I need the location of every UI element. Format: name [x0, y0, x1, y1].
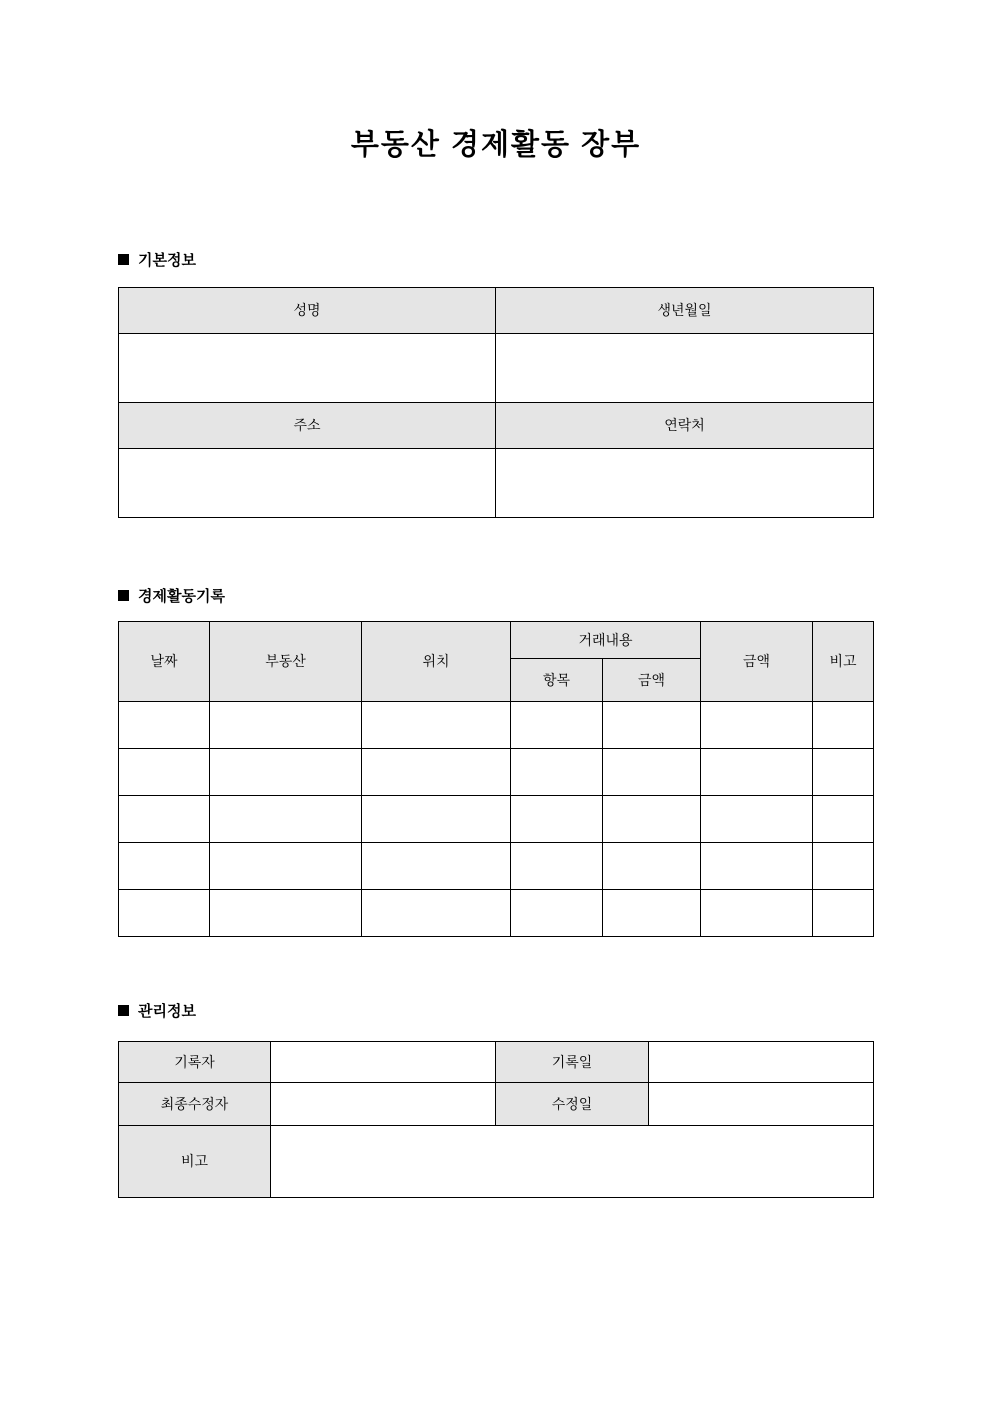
input-last-editor[interactable]	[271, 1083, 496, 1126]
table-row	[119, 796, 874, 843]
table-row	[119, 288, 874, 334]
cell-remarks[interactable]	[813, 796, 874, 843]
section-heading-label: 기본정보	[138, 252, 196, 269]
column-header-property: 부동산	[210, 622, 362, 702]
column-header-remarks: 비고	[813, 622, 874, 702]
cell-property[interactable]	[210, 749, 362, 796]
cell-transaction-amount[interactable]	[603, 890, 701, 937]
cell-date[interactable]	[119, 796, 210, 843]
table-row	[119, 749, 874, 796]
label-address: 주소	[119, 403, 496, 449]
cell-property[interactable]	[210, 796, 362, 843]
column-header-location: 위치	[362, 622, 511, 702]
label-contact: 연락처	[496, 403, 874, 449]
basic-info-table	[118, 287, 874, 518]
column-header-transaction-amount: 금액	[603, 659, 701, 702]
input-contact[interactable]	[496, 449, 874, 518]
cell-location[interactable]	[362, 890, 511, 937]
section-marker-icon	[118, 1005, 129, 1016]
label-birthdate: 생년월일	[496, 288, 874, 334]
cell-remarks[interactable]	[813, 702, 874, 749]
activity-record-table	[118, 621, 874, 937]
input-name[interactable]	[119, 334, 496, 403]
cell-amount[interactable]	[701, 796, 813, 843]
section-heading-label: 관리정보	[138, 1003, 196, 1020]
cell-location[interactable]	[362, 749, 511, 796]
cell-transaction-item[interactable]	[511, 749, 603, 796]
cell-amount[interactable]	[701, 749, 813, 796]
table-row	[119, 843, 874, 890]
label-remarks: 비고	[119, 1126, 271, 1198]
cell-amount[interactable]	[701, 702, 813, 749]
table-row	[119, 334, 874, 403]
cell-transaction-item[interactable]	[511, 702, 603, 749]
cell-transaction-item[interactable]	[511, 843, 603, 890]
label-modified-date: 수정일	[496, 1083, 649, 1126]
input-birthdate[interactable]	[496, 334, 874, 403]
section-heading-management-info	[118, 1004, 196, 1019]
cell-location[interactable]	[362, 843, 511, 890]
cell-property[interactable]	[210, 702, 362, 749]
table-header-row	[119, 622, 874, 659]
column-header-date: 날짜	[119, 622, 210, 702]
input-record-date[interactable]	[649, 1042, 874, 1083]
table-row	[119, 702, 874, 749]
cell-remarks[interactable]	[813, 749, 874, 796]
cell-transaction-amount[interactable]	[603, 702, 701, 749]
table-row	[119, 1083, 874, 1126]
cell-date[interactable]	[119, 749, 210, 796]
section-heading-activity-record	[118, 589, 225, 604]
column-header-transaction-item: 항목	[511, 659, 603, 702]
cell-date[interactable]	[119, 843, 210, 890]
label-record-date: 기록일	[496, 1042, 649, 1083]
cell-transaction-amount[interactable]	[603, 843, 701, 890]
label-name: 성명	[119, 288, 496, 334]
input-remarks[interactable]	[271, 1126, 874, 1198]
table-row	[119, 1126, 874, 1198]
column-header-amount: 금액	[701, 622, 813, 702]
cell-remarks[interactable]	[813, 890, 874, 937]
input-recorder[interactable]	[271, 1042, 496, 1083]
cell-property[interactable]	[210, 890, 362, 937]
table-row	[119, 890, 874, 937]
section-heading-label: 경제활동기록	[138, 588, 225, 605]
cell-amount[interactable]	[701, 890, 813, 937]
section-marker-icon	[118, 590, 129, 601]
table-row	[119, 1042, 874, 1083]
cell-property[interactable]	[210, 843, 362, 890]
cell-transaction-item[interactable]	[511, 796, 603, 843]
input-modified-date[interactable]	[649, 1083, 874, 1126]
section-heading-basic-info	[118, 253, 196, 268]
cell-date[interactable]	[119, 702, 210, 749]
cell-transaction-amount[interactable]	[603, 796, 701, 843]
table-row	[119, 449, 874, 518]
cell-location[interactable]	[362, 796, 511, 843]
cell-date[interactable]	[119, 890, 210, 937]
column-header-transaction-group: 거래내용	[511, 622, 701, 659]
section-marker-icon	[118, 254, 129, 265]
label-recorder: 기록자	[119, 1042, 271, 1083]
cell-amount[interactable]	[701, 843, 813, 890]
activity-record-body	[119, 702, 874, 937]
cell-transaction-amount[interactable]	[603, 749, 701, 796]
label-last-editor: 최종수정자	[119, 1083, 271, 1126]
table-row	[119, 403, 874, 449]
cell-location[interactable]	[362, 702, 511, 749]
input-address[interactable]	[119, 449, 496, 518]
management-info-table	[118, 1041, 874, 1198]
page-title: 부동산 경제활동 장부	[350, 129, 642, 161]
cell-transaction-item[interactable]	[511, 890, 603, 937]
cell-remarks[interactable]	[813, 843, 874, 890]
